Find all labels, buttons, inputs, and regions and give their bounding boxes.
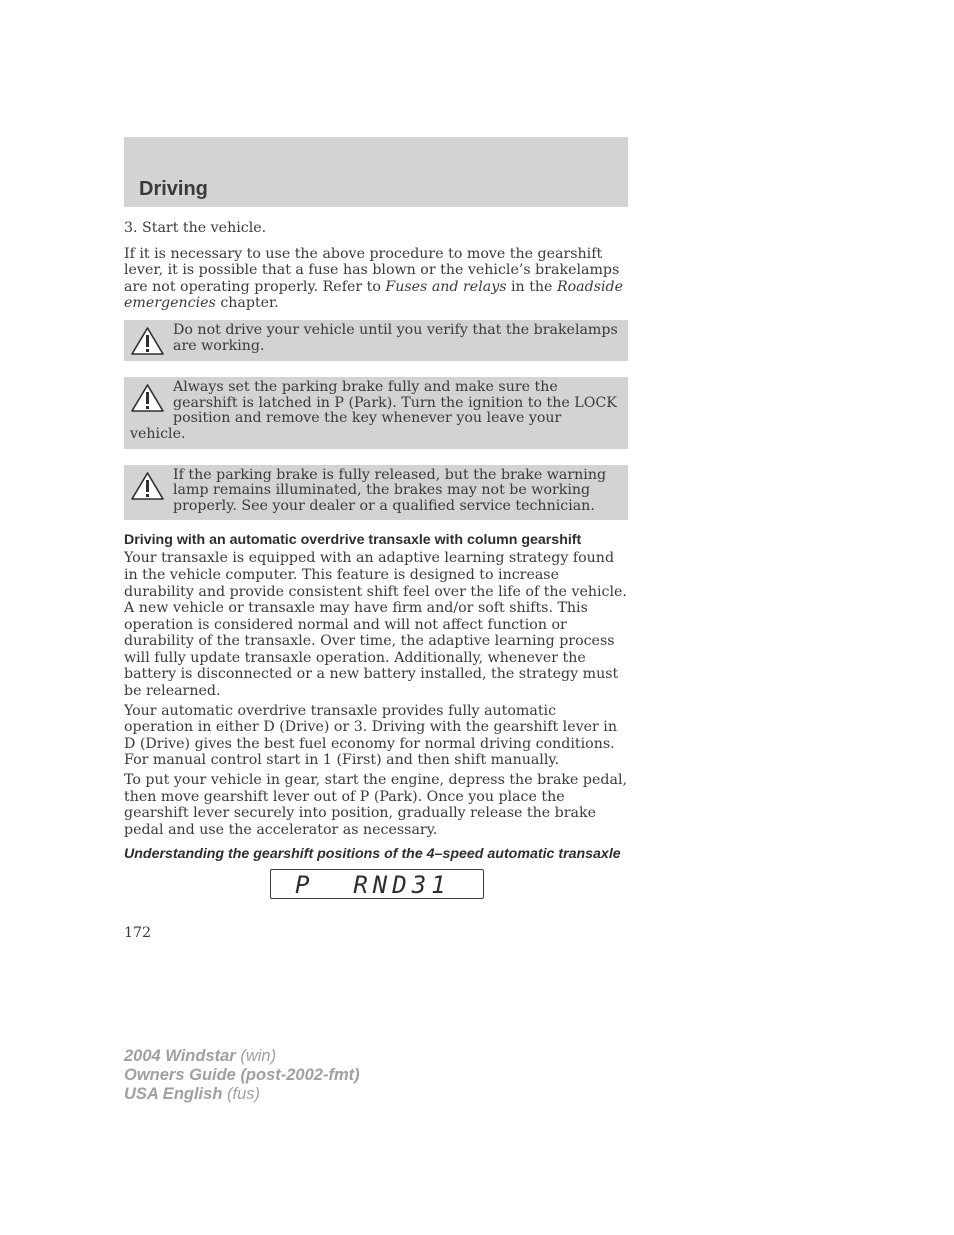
page-content (124, 220, 628, 862)
step-3: 3. Start the vehicle. (124, 220, 267, 236)
intro-text-start: If it is necessary to use the above procedure to move the gearshift lever, it is possible that a fuse has blown or the vehicle’s brakelamps are not operating properly. Refer to (124, 245, 620, 295)
reference-fuses-relays: Fuses and relays (385, 278, 507, 295)
intro-paragraph (124, 246, 628, 312)
section-heading-transaxle: Driving with an automatic overdrive transaxle with column gearshift (124, 532, 582, 549)
paragraph-adaptive-learning: Your transaxle is equipped with an adaptive learning strategy found in the vehicle computer. This feature is designed to increase durability and provide consistent shift feel over the life of the vehicle. A new vehicle or transaxle may have firm and/or soft shifts. This operation is considered normal and will not affect function or durability of the transaxle. Over time, the adaptive learning process will fully update transaxle operation. Additionally, whenever the battery is disconnected or a new battery installed, the strategy must be relearned. (124, 550, 627, 700)
paragraph-overdrive-operation: Your automatic overdrive transaxle provides fully automatic operation in either D (Drive) or 3. Driving with the gearshift lever in D (Drive) gives the best fuel economy for normal driving conditions. For manual control start in 1 (First) and then shift manually. (124, 702, 617, 769)
footer-language: USA English (124, 1085, 223, 1103)
reference-roadside-emergencies: Roadside emergencies (124, 278, 624, 312)
warning-text: If the parking brake is fully released, but the brake warning lamp remains illuminated, the brakes may not be working properly. See your dealer or a qualified service technician. (173, 466, 607, 514)
intro-text-end: chapter. (215, 295, 279, 312)
warning-text: Always set the parking brake fully and make sure the gearshift is latched in P (Park). Turn the ignition to the LOCK position and remove the key whenever you leave your vehicle. (130, 379, 617, 442)
warning-triangle-icon (130, 471, 165, 501)
gear-position-indicator (270, 869, 484, 899)
warning-text: Do not drive your vehicle until you verify that the brakelamps are working. (173, 321, 618, 354)
warning-triangle-icon (130, 326, 165, 356)
warning-triangle-icon (130, 383, 165, 413)
footer-line-language (124, 1085, 360, 1104)
footer-model: 2004 Windstar (124, 1047, 236, 1065)
section-title: Driving (139, 178, 208, 200)
footer-line-model (124, 1047, 360, 1066)
page-number: 172 (124, 925, 152, 941)
document-footer (124, 1047, 360, 1104)
intro-text-mid: in the (506, 278, 557, 295)
warning-box-brakelamps (124, 320, 628, 361)
footer-language-code: (fus) (227, 1085, 260, 1103)
footer-line-guide (124, 1066, 360, 1085)
paragraph-put-in-gear: To put your vehicle in gear, start the engine, depress the brake pedal, then move gearshift lever out of P (Park). Once you place the gearshift lever securely into position, gradually release the brake pedal and use the accelerator as necessary. (124, 772, 627, 838)
footer-model-code: (win) (240, 1047, 277, 1065)
section-header-band (124, 137, 628, 207)
warning-box-parking-brake (124, 377, 628, 448)
warning-box-brake-lamp (124, 465, 628, 521)
section-heading-gearshift-positions: Understanding the gearshift positions of the 4–speed automatic transaxle (124, 846, 621, 863)
gear-position-labels: P RND31 (295, 871, 451, 899)
footer-guide: Owners Guide (post-2002-fmt) (124, 1066, 360, 1084)
